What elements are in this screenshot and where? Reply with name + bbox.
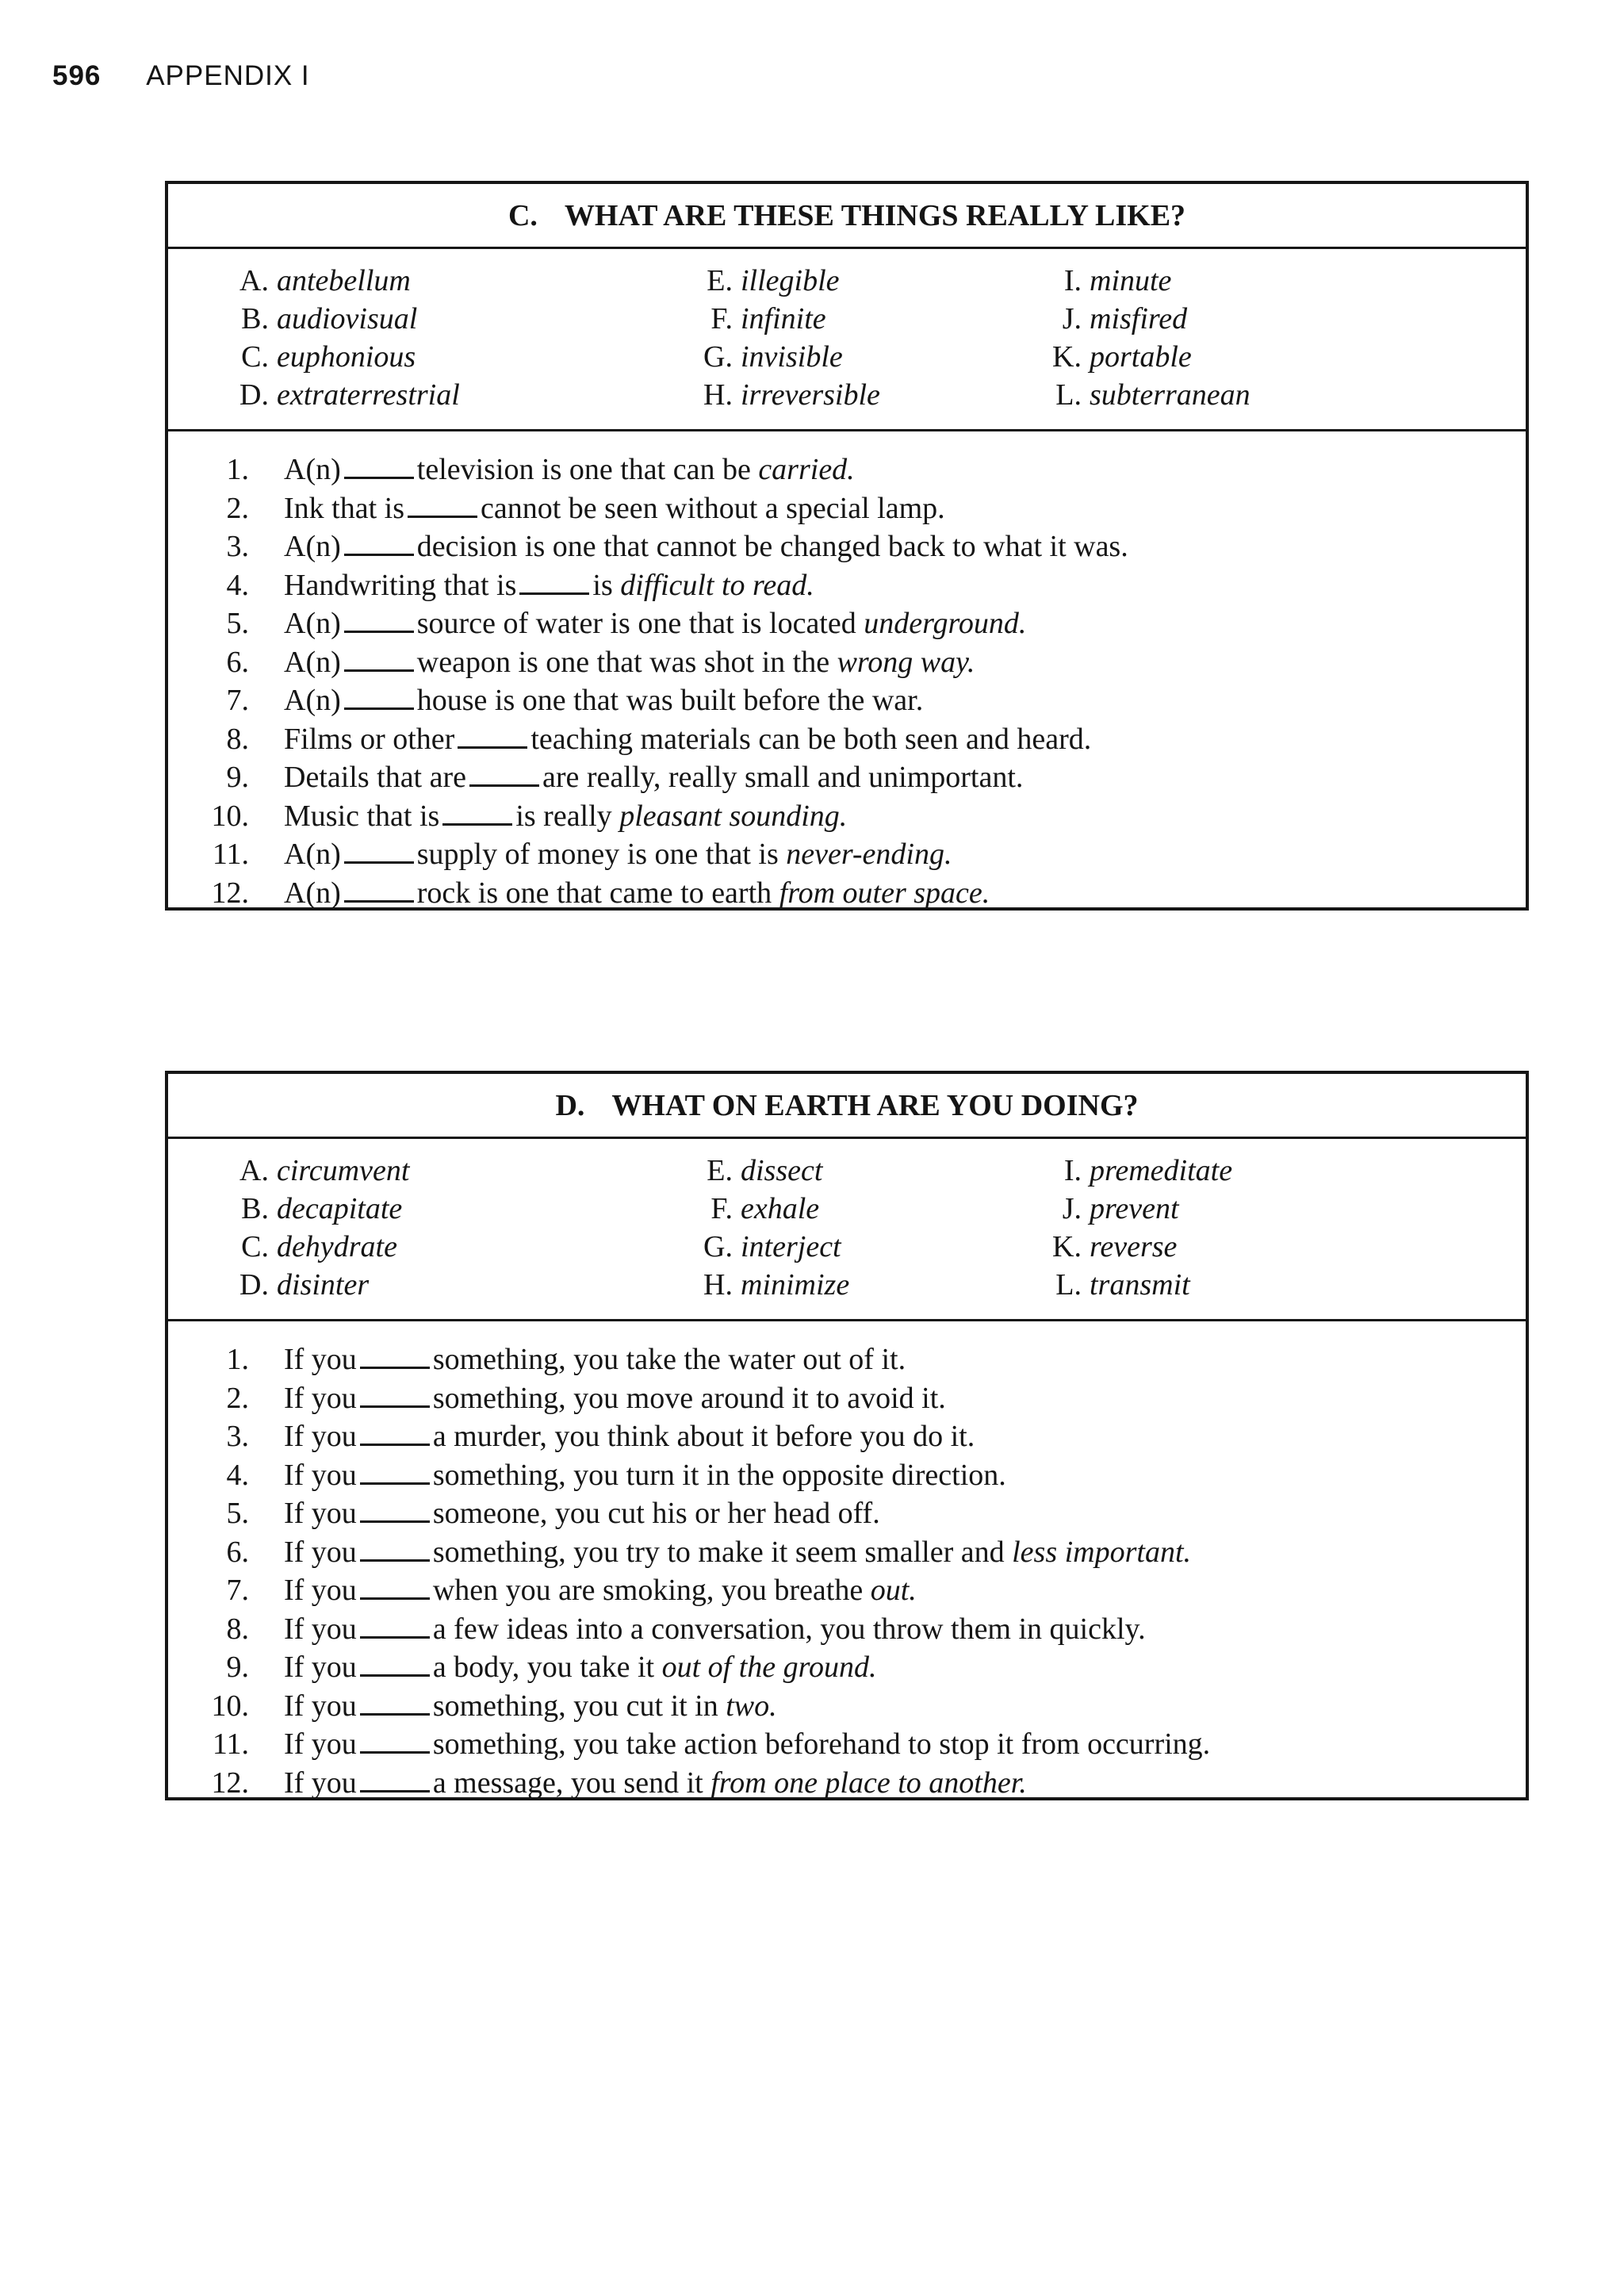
question-lead: A(n) [284, 645, 341, 679]
answer-blank[interactable] [442, 801, 512, 826]
question-rest: supply of money is one that is [416, 838, 787, 871]
question-lead: If you [284, 1766, 357, 1800]
choice-letter: C. [241, 340, 269, 374]
question-lead: A(n) [284, 876, 341, 910]
word-choice [685, 263, 840, 298]
question-lead: If you [284, 1420, 357, 1453]
exercise-letter: D. [555, 1088, 585, 1122]
choice-letter: C. [241, 1230, 269, 1263]
question-lead: Details that are [284, 761, 467, 794]
question-emphasis: pleasant sounding. [619, 799, 848, 833]
question-rest: something, you take the water out of it. [432, 1343, 906, 1376]
answer-blank[interactable] [344, 608, 414, 633]
question-emphasis: from one place to another. [710, 1766, 1027, 1800]
choice-letter: K. [1052, 340, 1082, 374]
question-number: 8. [226, 1612, 249, 1646]
choice-word: prevent [1090, 1192, 1179, 1225]
question-lead: Music that is [284, 799, 440, 833]
question-emphasis: wrong way. [837, 645, 975, 679]
word-choice [221, 339, 416, 374]
question-rest: teaching materials can be both seen and heard. [530, 722, 1092, 756]
question-number: 7. [226, 684, 249, 717]
choice-letter: B. [241, 302, 269, 335]
question-rest: a body, you take it [432, 1651, 662, 1684]
question-emphasis: carried. [758, 453, 855, 486]
word-choice [1034, 1267, 1190, 1302]
choice-letter: J. [1062, 302, 1082, 335]
choice-letter: B. [241, 1192, 269, 1225]
answer-blank[interactable] [344, 647, 414, 672]
question-rest: a message, you send it [432, 1766, 711, 1800]
question-emphasis: difficult to read. [620, 568, 814, 602]
exercise-letter: C. [508, 198, 538, 232]
answer-blank[interactable] [344, 685, 414, 710]
answer-blank[interactable] [360, 1421, 430, 1446]
question-number: 3. [226, 530, 249, 563]
word-choice [1034, 1229, 1177, 1264]
choice-word: decapitate [277, 1192, 403, 1225]
choice-word: illegible [741, 264, 840, 297]
choice-letter: E. [707, 1154, 733, 1187]
choice-word: circumvent [277, 1154, 410, 1187]
question-rest: cannot be seen without a special lamp. [480, 491, 945, 525]
question-lead: If you [284, 1727, 357, 1761]
question-number: 9. [226, 1651, 249, 1684]
choice-word: euphonious [277, 340, 416, 374]
choice-letter: E. [707, 264, 733, 297]
question-emphasis: two. [726, 1689, 777, 1723]
choice-letter: K. [1052, 1230, 1082, 1263]
question-lead: If you [284, 1651, 357, 1684]
choice-letter: H. [703, 378, 733, 412]
exercise-c-title [168, 184, 1526, 249]
answer-blank[interactable] [360, 1768, 430, 1792]
choice-word: invisible [741, 340, 843, 374]
word-choice [221, 263, 411, 298]
choice-word: subterranean [1090, 378, 1251, 412]
question-number: 4. [226, 568, 249, 602]
answer-blank[interactable] [408, 493, 477, 518]
choice-word: infinite [741, 302, 826, 335]
word-choice [1034, 301, 1187, 336]
exercise-d-title [168, 1074, 1526, 1139]
question-rest: weapon is one that was shot in the [416, 645, 837, 679]
question-number: 2. [226, 491, 249, 525]
word-choice [685, 1267, 849, 1302]
answer-blank[interactable] [360, 1460, 430, 1485]
choice-letter: L. [1055, 378, 1082, 412]
word-choice [1034, 378, 1251, 412]
question-number: 11. [212, 1727, 249, 1761]
choice-letter: A. [239, 1154, 269, 1187]
word-choices [168, 249, 1526, 431]
question-lead: Films or other [284, 722, 455, 756]
answer-blank[interactable] [360, 1729, 430, 1754]
question-rest: a few ideas into a conversation, you throw them in quickly. [432, 1612, 1146, 1646]
word-choice [1034, 1153, 1232, 1188]
question-number: 4. [226, 1458, 249, 1492]
question-number: 1. [226, 1343, 249, 1376]
choice-letter: A. [239, 264, 269, 297]
question-lead: A(n) [284, 607, 341, 640]
question-lead: If you [284, 1574, 357, 1607]
question-lead: If you [284, 1497, 357, 1530]
question-rest: something, you turn it in the opposite direction. [432, 1458, 1006, 1492]
question-rest: decision is one that cannot be changed back to what it was. [416, 530, 1128, 563]
choice-letter: L. [1055, 1268, 1082, 1302]
question-number: 6. [226, 645, 249, 679]
question-number: 8. [226, 722, 249, 756]
exercise-title-text: WHAT ARE THESE THINGS REALLY LIKE? [564, 198, 1186, 232]
choice-letter: D. [239, 1268, 269, 1302]
question-number: 7. [226, 1574, 249, 1607]
question-rest: rock is one that came to earth [416, 876, 779, 910]
question-rest: is really [515, 799, 620, 833]
question-rest: house is one that was built before the war. [416, 684, 924, 717]
exercise-title-text: WHAT ON EARTH ARE YOU DOING? [611, 1088, 1139, 1122]
word-choice [1034, 1191, 1179, 1226]
choice-letter: H. [703, 1268, 733, 1302]
answer-blank[interactable] [344, 454, 414, 479]
question-lead: If you [284, 1612, 357, 1646]
question-lead: Handwriting that is [284, 568, 517, 602]
choice-letter: G. [703, 340, 733, 374]
question-emphasis: less important. [1012, 1535, 1192, 1569]
answer-blank[interactable] [360, 1575, 430, 1600]
question-rest: something, you move around it to avoid it. [432, 1381, 946, 1415]
word-choice [221, 1229, 397, 1264]
word-choice [221, 1191, 402, 1226]
choice-word: minimize [741, 1268, 850, 1302]
question-number: 5. [226, 607, 249, 640]
question-lead: If you [284, 1458, 357, 1492]
answer-blank[interactable] [519, 570, 589, 595]
choice-word: extraterrestrial [277, 378, 460, 412]
word-choice [685, 378, 880, 412]
question-number: 12. [211, 876, 249, 910]
question-number: 10. [211, 799, 249, 833]
section-title: APPENDIX I [146, 60, 310, 91]
word-choice [1034, 263, 1171, 298]
choice-letter: F. [710, 302, 733, 335]
question-rest: something, you try to make it seem smaller and [432, 1535, 1013, 1569]
question-number: 10. [211, 1689, 249, 1723]
question-rest: is [592, 568, 621, 602]
choice-word: premeditate [1090, 1154, 1233, 1187]
question-lead: If you [284, 1381, 357, 1415]
running-head [52, 60, 310, 92]
question-lead: A(n) [284, 838, 341, 871]
choice-letter: I. [1063, 264, 1082, 297]
question-number: 2. [226, 1381, 249, 1415]
question-lead: Ink that is [284, 491, 404, 525]
choice-letter: J. [1062, 1192, 1082, 1225]
question-rest: something, you take action beforehand to stop it from occurring. [432, 1727, 1211, 1761]
choice-word: irreversible [741, 378, 880, 412]
question-lead: A(n) [284, 530, 341, 563]
question-emphasis: underground. [864, 607, 1027, 640]
choice-letter: G. [703, 1230, 733, 1263]
word-choice [685, 1191, 819, 1226]
question-rest: something, you cut it in [432, 1689, 726, 1723]
question-number: 1. [226, 453, 249, 486]
answer-blank[interactable] [458, 724, 527, 749]
question-emphasis: never-ending. [786, 838, 952, 871]
choice-word: portable [1090, 340, 1192, 374]
question-rest: a murder, you think about it before you do it. [432, 1420, 975, 1453]
question-number: 12. [211, 1766, 249, 1800]
answer-blank[interactable] [360, 1537, 430, 1562]
choice-word: disinter [277, 1268, 370, 1302]
answer-blank[interactable] [360, 1691, 430, 1716]
word-choice [685, 301, 826, 336]
answer-blank[interactable] [469, 762, 539, 787]
question-rest: source of water is one that is located [416, 607, 864, 640]
word-choices [168, 1139, 1526, 1321]
choice-word: reverse [1090, 1230, 1178, 1263]
word-choice [221, 378, 460, 412]
answer-blank[interactable] [344, 531, 414, 556]
word-choice [221, 301, 417, 336]
choice-word: dissect [741, 1154, 823, 1187]
question-number: 5. [226, 1497, 249, 1530]
choice-letter: F. [710, 1192, 733, 1225]
question-lead: A(n) [284, 453, 341, 486]
question-lead: If you [284, 1689, 357, 1723]
question-number: 9. [226, 761, 249, 794]
choice-word: dehydrate [277, 1230, 397, 1263]
answer-blank[interactable] [344, 878, 414, 903]
choice-letter: I. [1063, 1154, 1082, 1187]
question-rest: when you are smoking, you breathe [432, 1574, 871, 1607]
question-rest: someone, you cut his or her head off. [432, 1497, 880, 1530]
choice-word: minute [1090, 264, 1172, 297]
answer-blank[interactable] [360, 1344, 430, 1369]
exercise-c-box [165, 181, 1529, 911]
word-choice [685, 339, 843, 374]
choice-word: audiovisual [277, 302, 418, 335]
choice-word: misfired [1090, 302, 1188, 335]
word-choice [685, 1229, 841, 1264]
answer-blank[interactable] [360, 1614, 430, 1639]
choice-letter: D. [239, 378, 269, 412]
question-lead: If you [284, 1343, 357, 1376]
word-choice [221, 1267, 369, 1302]
answer-blank[interactable] [360, 1383, 430, 1408]
question-emphasis: out. [870, 1574, 917, 1607]
word-choice [1034, 339, 1192, 374]
exercise-d-box [165, 1071, 1529, 1800]
choice-word: transmit [1090, 1268, 1190, 1302]
page-number: 596 [52, 60, 102, 91]
answer-blank[interactable] [360, 1652, 430, 1677]
question-lead: A(n) [284, 684, 341, 717]
word-choice [685, 1153, 822, 1188]
choice-word: exhale [741, 1192, 820, 1225]
question-emphasis: from outer space. [779, 876, 990, 910]
question-emphasis: out of the ground. [661, 1651, 877, 1684]
choice-word: antebellum [277, 264, 411, 297]
question-rest: television is one that can be [416, 453, 759, 486]
question-number: 11. [212, 838, 249, 871]
word-choice [221, 1153, 409, 1188]
choice-word: interject [741, 1230, 841, 1263]
answer-blank[interactable] [360, 1498, 430, 1523]
answer-blank[interactable] [344, 839, 414, 864]
question-lead: If you [284, 1535, 357, 1569]
question-number: 3. [226, 1420, 249, 1453]
question-rest: are really, really small and unimportant. [542, 761, 1024, 794]
question-number: 6. [226, 1535, 249, 1569]
